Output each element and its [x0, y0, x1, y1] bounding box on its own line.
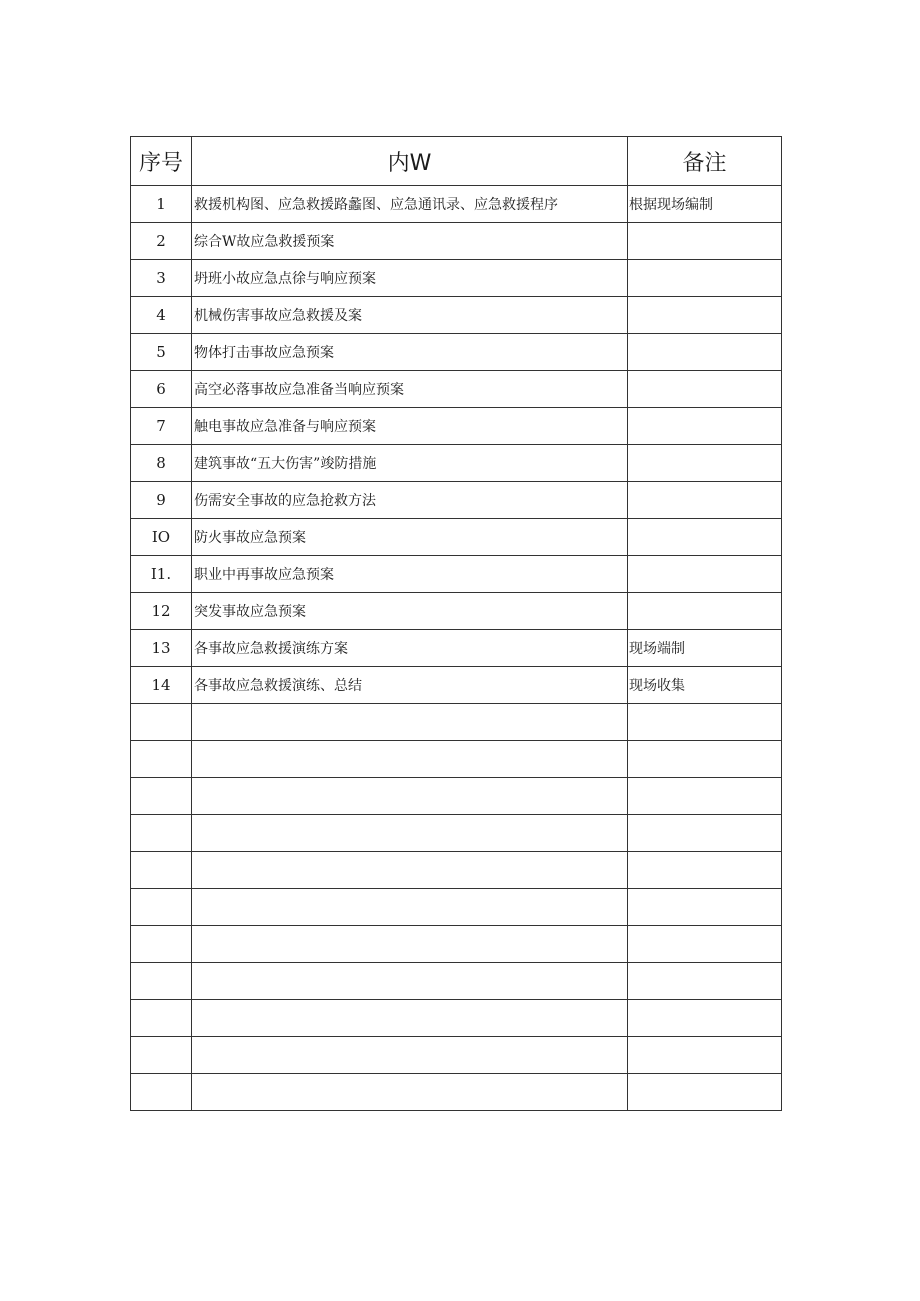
row-content: 综合W故应急救援预案: [192, 223, 628, 260]
empty-cell: [131, 1037, 192, 1074]
empty-cell: [192, 778, 628, 815]
table-row: [131, 630, 782, 667]
row-note: [628, 593, 782, 630]
document-table: [130, 136, 782, 1111]
empty-cell: [131, 963, 192, 1000]
row-note: [628, 408, 782, 445]
row-number: I1.: [131, 556, 192, 593]
empty-cell: [628, 1000, 782, 1037]
row-note: [628, 482, 782, 519]
empty-row: [131, 889, 782, 926]
table-row: [131, 667, 782, 704]
empty-cell: [192, 889, 628, 926]
table-row: [131, 556, 782, 593]
row-content: 建筑事故“五大伤害”竣防措施: [192, 445, 628, 482]
empty-cell: [131, 926, 192, 963]
empty-cell: [131, 778, 192, 815]
header-content: 内W: [192, 137, 628, 186]
empty-cell: [192, 741, 628, 778]
row-number: 2: [131, 223, 192, 260]
row-content: 各事故应急救援演练、总结: [192, 667, 628, 704]
empty-cell: [628, 815, 782, 852]
row-number: 1: [131, 186, 192, 223]
table-row: [131, 408, 782, 445]
empty-row: [131, 963, 782, 1000]
empty-cell: [192, 815, 628, 852]
table-row: [131, 482, 782, 519]
row-content: 职业中再事故应急预案: [192, 556, 628, 593]
row-number: 9: [131, 482, 192, 519]
row-content: 突发事故应急预案: [192, 593, 628, 630]
empty-cell: [628, 1074, 782, 1111]
empty-cell: [628, 852, 782, 889]
empty-cell: [628, 889, 782, 926]
row-note: 根据现场编制: [628, 186, 782, 223]
empty-row: [131, 741, 782, 778]
empty-cell: [131, 815, 192, 852]
empty-cell: [628, 778, 782, 815]
empty-cell: [192, 1000, 628, 1037]
empty-cell: [131, 889, 192, 926]
row-number: 8: [131, 445, 192, 482]
table-row: [131, 223, 782, 260]
empty-cell: [192, 704, 628, 741]
table-row: [131, 260, 782, 297]
header-note: 备注: [628, 137, 782, 186]
row-content: 救援机构图、应急救援路蠡图、应急通讯录、应急救援程序: [192, 186, 628, 223]
empty-row: [131, 815, 782, 852]
row-content: 触电事故应急准备与响应预案: [192, 408, 628, 445]
row-content: 防火事故应急预案: [192, 519, 628, 556]
row-number: 7: [131, 408, 192, 445]
empty-row: [131, 1037, 782, 1074]
row-content: 物体打击事故应急预案: [192, 334, 628, 371]
empty-cell: [192, 1074, 628, 1111]
empty-cell: [192, 926, 628, 963]
table-row: [131, 445, 782, 482]
row-content: 各事故应急救援演练方案: [192, 630, 628, 667]
row-note: [628, 556, 782, 593]
empty-row: [131, 852, 782, 889]
row-number: 4: [131, 297, 192, 334]
empty-cell: [628, 926, 782, 963]
header-seq: 序号: [131, 137, 192, 186]
table-row: [131, 334, 782, 371]
table-row: [131, 371, 782, 408]
empty-row: [131, 704, 782, 741]
row-number: 6: [131, 371, 192, 408]
row-note: [628, 297, 782, 334]
row-note: [628, 334, 782, 371]
row-number: 3: [131, 260, 192, 297]
empty-cell: [192, 963, 628, 1000]
row-note: 现场收集: [628, 667, 782, 704]
table-row: [131, 186, 782, 223]
table-header-row: [131, 137, 782, 186]
table-row: [131, 297, 782, 334]
empty-row: [131, 1074, 782, 1111]
empty-row: [131, 926, 782, 963]
empty-cell: [131, 1000, 192, 1037]
empty-cell: [131, 1074, 192, 1111]
row-note: [628, 371, 782, 408]
row-number: 12: [131, 593, 192, 630]
table-row: [131, 519, 782, 556]
empty-row: [131, 778, 782, 815]
table-body: [131, 186, 782, 1111]
empty-cell: [628, 963, 782, 1000]
empty-row: [131, 1000, 782, 1037]
row-content: 伤需安全事故的应急抢救方法: [192, 482, 628, 519]
empty-cell: [131, 852, 192, 889]
empty-cell: [131, 741, 192, 778]
empty-cell: [131, 704, 192, 741]
row-number: 13: [131, 630, 192, 667]
row-content: 坍班小故应急点徐与响应预案: [192, 260, 628, 297]
row-number: IO: [131, 519, 192, 556]
row-note: [628, 260, 782, 297]
empty-cell: [628, 704, 782, 741]
empty-cell: [192, 1037, 628, 1074]
empty-cell: [628, 741, 782, 778]
row-content: 机械伤害事故应急救援及案: [192, 297, 628, 334]
row-note: [628, 519, 782, 556]
row-number: 5: [131, 334, 192, 371]
row-number: 14: [131, 667, 192, 704]
row-content: 高空必落事故应急准备当响应预案: [192, 371, 628, 408]
row-note: [628, 445, 782, 482]
row-note: 现场端制: [628, 630, 782, 667]
empty-cell: [628, 1037, 782, 1074]
table-row: [131, 593, 782, 630]
empty-cell: [192, 852, 628, 889]
row-note: [628, 223, 782, 260]
